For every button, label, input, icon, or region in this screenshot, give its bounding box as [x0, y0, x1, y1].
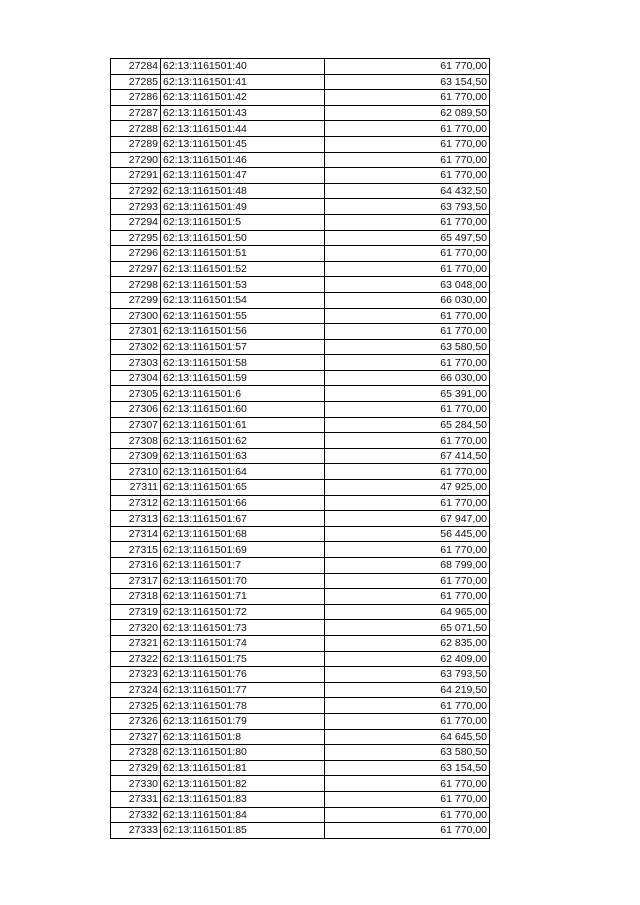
cadastral-number: 62:13:1161501:42 — [161, 90, 325, 106]
row-number: 27333 — [111, 823, 161, 839]
cadastral-value: 61 770,00 — [325, 433, 490, 449]
table-row — [111, 386, 490, 402]
cadastral-number: 62:13:1161501:71 — [161, 589, 325, 605]
table-row — [111, 682, 490, 698]
row-number: 27315 — [111, 542, 161, 558]
row-number: 27313 — [111, 511, 161, 527]
cadastral-value: 63 580,50 — [325, 339, 490, 355]
cadastral-number: 62:13:1161501:67 — [161, 511, 325, 527]
cadastral-number: 62:13:1161501:47 — [161, 168, 325, 184]
cadastral-value: 65 391,00 — [325, 386, 490, 402]
table-row — [111, 604, 490, 620]
cadastral-number: 62:13:1161501:85 — [161, 823, 325, 839]
cadastral-number: 62:13:1161501:66 — [161, 495, 325, 511]
row-number: 27321 — [111, 635, 161, 651]
cadastral-value: 63 154,50 — [325, 74, 490, 90]
cadastral-value: 61 770,00 — [325, 464, 490, 480]
cadastral-number: 62:13:1161501:60 — [161, 402, 325, 418]
cadastral-number: 62:13:1161501:69 — [161, 542, 325, 558]
row-number: 27328 — [111, 745, 161, 761]
cadastral-value: 64 432,50 — [325, 183, 490, 199]
cadastral-value: 62 089,50 — [325, 105, 490, 121]
cadastral-number: 62:13:1161501:63 — [161, 448, 325, 464]
row-number: 27294 — [111, 214, 161, 230]
table-row — [111, 308, 490, 324]
row-number: 27325 — [111, 698, 161, 714]
cadastral-value: 63 793,50 — [325, 667, 490, 683]
table-row — [111, 402, 490, 418]
cadastral-value: 61 770,00 — [325, 261, 490, 277]
cadastral-value: 64 965,00 — [325, 604, 490, 620]
row-number: 27314 — [111, 526, 161, 542]
cadastral-value: 61 770,00 — [325, 542, 490, 558]
cadastral-value: 61 770,00 — [325, 168, 490, 184]
cadastral-number: 62:13:1161501:7 — [161, 558, 325, 574]
table-row — [111, 464, 490, 480]
cadastral-number: 62:13:1161501:77 — [161, 682, 325, 698]
table-row — [111, 760, 490, 776]
row-number: 27309 — [111, 448, 161, 464]
row-number: 27305 — [111, 386, 161, 402]
row-number: 27288 — [111, 121, 161, 137]
row-number: 27300 — [111, 308, 161, 324]
cadastral-value: 63 793,50 — [325, 199, 490, 215]
table-row — [111, 199, 490, 215]
table-row — [111, 90, 490, 106]
table-body — [111, 59, 490, 839]
row-number: 27326 — [111, 713, 161, 729]
cadastral-number: 62:13:1161501:64 — [161, 464, 325, 480]
row-number: 27311 — [111, 480, 161, 496]
row-number: 27320 — [111, 620, 161, 636]
cadastral-value: 61 770,00 — [325, 355, 490, 371]
table-row — [111, 791, 490, 807]
table-row — [111, 277, 490, 293]
cadastral-value: 61 770,00 — [325, 121, 490, 137]
cadastral-value: 61 770,00 — [325, 495, 490, 511]
cadastral-value: 61 770,00 — [325, 90, 490, 106]
table-row — [111, 370, 490, 386]
row-number: 27308 — [111, 433, 161, 449]
cadastral-value: 56 445,00 — [325, 526, 490, 542]
row-number: 27310 — [111, 464, 161, 480]
row-number: 27293 — [111, 199, 161, 215]
cadastral-number: 62:13:1161501:44 — [161, 121, 325, 137]
table-row — [111, 667, 490, 683]
row-number: 27284 — [111, 59, 161, 75]
cadastral-number: 62:13:1161501:48 — [161, 183, 325, 199]
table-row — [111, 433, 490, 449]
cadastral-value: 61 770,00 — [325, 573, 490, 589]
cadastral-number: 62:13:1161501:74 — [161, 635, 325, 651]
row-number: 27291 — [111, 168, 161, 184]
table-row — [111, 480, 490, 496]
cadastral-number: 62:13:1161501:76 — [161, 667, 325, 683]
cadastral-number: 62:13:1161501:8 — [161, 729, 325, 745]
table-row — [111, 230, 490, 246]
table-row — [111, 105, 490, 121]
cadastral-number: 62:13:1161501:51 — [161, 246, 325, 262]
cadastral-value: 61 770,00 — [325, 308, 490, 324]
row-number: 27327 — [111, 729, 161, 745]
cadastral-number: 62:13:1161501:46 — [161, 152, 325, 168]
cadastral-value: 61 770,00 — [325, 152, 490, 168]
cadastral-value: 61 770,00 — [325, 324, 490, 340]
cadastral-number: 62:13:1161501:80 — [161, 745, 325, 761]
cadastral-number: 62:13:1161501:40 — [161, 59, 325, 75]
cadastral-value: 68 799,00 — [325, 558, 490, 574]
row-number: 27286 — [111, 90, 161, 106]
row-number: 27303 — [111, 355, 161, 371]
cadastral-number: 62:13:1161501:81 — [161, 760, 325, 776]
cadastral-value: 61 770,00 — [325, 823, 490, 839]
table-row — [111, 698, 490, 714]
cadastral-number: 62:13:1161501:84 — [161, 807, 325, 823]
table-row — [111, 511, 490, 527]
cadastral-value: 61 770,00 — [325, 136, 490, 152]
cadastral-value: 61 770,00 — [325, 776, 490, 792]
cadastral-number: 62:13:1161501:53 — [161, 277, 325, 293]
table-row — [111, 823, 490, 839]
table-row — [111, 558, 490, 574]
cadastral-number: 62:13:1161501:61 — [161, 417, 325, 433]
cadastral-number: 62:13:1161501:82 — [161, 776, 325, 792]
cadastral-number: 62:13:1161501:59 — [161, 370, 325, 386]
cadastral-value: 61 770,00 — [325, 698, 490, 714]
cadastral-number: 62:13:1161501:72 — [161, 604, 325, 620]
cadastral-value: 67 414,50 — [325, 448, 490, 464]
row-number: 27297 — [111, 261, 161, 277]
table-row — [111, 261, 490, 277]
table-row — [111, 152, 490, 168]
cadastral-number: 62:13:1161501:62 — [161, 433, 325, 449]
cadastral-number: 62:13:1161501:58 — [161, 355, 325, 371]
cadastral-number: 62:13:1161501:56 — [161, 324, 325, 340]
row-number: 27316 — [111, 558, 161, 574]
table-row — [111, 136, 490, 152]
row-number: 27307 — [111, 417, 161, 433]
row-number: 27319 — [111, 604, 161, 620]
cadastral-value: 62 835,00 — [325, 635, 490, 651]
cadastral-value: 64 219,50 — [325, 682, 490, 698]
row-number: 27295 — [111, 230, 161, 246]
cadastral-value: 65 497,50 — [325, 230, 490, 246]
cadastral-value: 63 580,50 — [325, 745, 490, 761]
cadastral-number: 62:13:1161501:68 — [161, 526, 325, 542]
cadastral-value: 61 770,00 — [325, 402, 490, 418]
row-number: 27324 — [111, 682, 161, 698]
cadastral-value: 66 030,00 — [325, 370, 490, 386]
table-row — [111, 74, 490, 90]
table-row — [111, 121, 490, 137]
table-row — [111, 417, 490, 433]
cadastral-number: 62:13:1161501:5 — [161, 214, 325, 230]
table-row — [111, 745, 490, 761]
cadastral-number: 62:13:1161501:6 — [161, 386, 325, 402]
row-number: 27298 — [111, 277, 161, 293]
table-row — [111, 495, 490, 511]
cadastral-number: 62:13:1161501:41 — [161, 74, 325, 90]
cadastral-number: 62:13:1161501:73 — [161, 620, 325, 636]
cadastral-value: 61 770,00 — [325, 214, 490, 230]
table-row — [111, 713, 490, 729]
cadastral-value-table — [110, 58, 490, 839]
cadastral-number: 62:13:1161501:54 — [161, 292, 325, 308]
table-row — [111, 183, 490, 199]
cadastral-value: 61 770,00 — [325, 59, 490, 75]
table-row — [111, 620, 490, 636]
row-number: 27285 — [111, 74, 161, 90]
cadastral-value: 65 284,50 — [325, 417, 490, 433]
cadastral-value: 61 770,00 — [325, 713, 490, 729]
cadastral-value: 63 154,50 — [325, 760, 490, 776]
row-number: 27323 — [111, 667, 161, 683]
cadastral-number: 62:13:1161501:49 — [161, 199, 325, 215]
table-row — [111, 573, 490, 589]
table-row — [111, 729, 490, 745]
table-row — [111, 448, 490, 464]
table-row — [111, 589, 490, 605]
table-row — [111, 776, 490, 792]
row-number: 27317 — [111, 573, 161, 589]
cadastral-value: 47 925,00 — [325, 480, 490, 496]
cadastral-number: 62:13:1161501:65 — [161, 480, 325, 496]
cadastral-value: 61 770,00 — [325, 589, 490, 605]
row-number: 27304 — [111, 370, 161, 386]
cadastral-number: 62:13:1161501:79 — [161, 713, 325, 729]
table-row — [111, 246, 490, 262]
table-row — [111, 355, 490, 371]
cadastral-number: 62:13:1161501:57 — [161, 339, 325, 355]
table-row — [111, 214, 490, 230]
table-row — [111, 635, 490, 651]
row-number: 27296 — [111, 246, 161, 262]
row-number: 27318 — [111, 589, 161, 605]
row-number: 27331 — [111, 791, 161, 807]
cadastral-number: 62:13:1161501:55 — [161, 308, 325, 324]
cadastral-value: 66 030,00 — [325, 292, 490, 308]
row-number: 27332 — [111, 807, 161, 823]
cadastral-value: 63 048,00 — [325, 277, 490, 293]
table-row — [111, 339, 490, 355]
row-number: 27329 — [111, 760, 161, 776]
cadastral-number: 62:13:1161501:50 — [161, 230, 325, 246]
table-row — [111, 324, 490, 340]
cadastral-value: 61 770,00 — [325, 246, 490, 262]
cadastral-number: 62:13:1161501:75 — [161, 651, 325, 667]
row-number: 27330 — [111, 776, 161, 792]
cadastral-value: 61 770,00 — [325, 791, 490, 807]
row-number: 27306 — [111, 402, 161, 418]
row-number: 27322 — [111, 651, 161, 667]
row-number: 27302 — [111, 339, 161, 355]
cadastral-value: 65 071,50 — [325, 620, 490, 636]
cadastral-number: 62:13:1161501:52 — [161, 261, 325, 277]
cadastral-number: 62:13:1161501:78 — [161, 698, 325, 714]
cadastral-value: 67 947,00 — [325, 511, 490, 527]
cadastral-number: 62:13:1161501:70 — [161, 573, 325, 589]
cadastral-value: 61 770,00 — [325, 807, 490, 823]
row-number: 27292 — [111, 183, 161, 199]
cadastral-value: 62 409,00 — [325, 651, 490, 667]
row-number: 27290 — [111, 152, 161, 168]
table-row — [111, 651, 490, 667]
table-row — [111, 168, 490, 184]
cadastral-number: 62:13:1161501:45 — [161, 136, 325, 152]
table-row — [111, 526, 490, 542]
cadastral-value: 64 645,50 — [325, 729, 490, 745]
row-number: 27312 — [111, 495, 161, 511]
table-row — [111, 292, 490, 308]
table-row — [111, 807, 490, 823]
table-row — [111, 542, 490, 558]
row-number: 27287 — [111, 105, 161, 121]
cadastral-number: 62:13:1161501:83 — [161, 791, 325, 807]
row-number: 27289 — [111, 136, 161, 152]
cadastral-number: 62:13:1161501:43 — [161, 105, 325, 121]
row-number: 27301 — [111, 324, 161, 340]
table-row — [111, 59, 490, 75]
row-number: 27299 — [111, 292, 161, 308]
